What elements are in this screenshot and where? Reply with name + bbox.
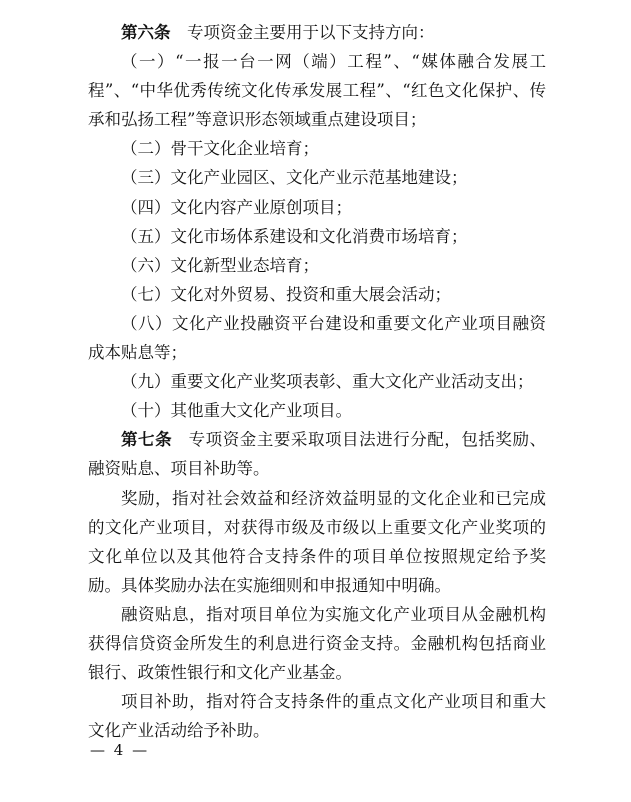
article-6-item-1: （一）“一报一台一网（端）工程”、“媒体融合发展工程”、“中华优秀传统文化传承发展工程”、“红色文化保护、传承和弘扬工程”等意识形态领域重点建设项目；	[88, 52, 546, 130]
article-7-paragraph-interest-subsidy: 融资贴息，指对项目单位为实施文化产业项目从金融机构获得信贷资金所发生的利息进行资金支持。金融机构包括商业银行、政策性银行和文化产业基金。	[88, 604, 546, 683]
article-6-item-2: （二）骨干文化企业培育；	[121, 139, 319, 159]
article-6-item-10: （十）其他重大文化产业项目。	[121, 401, 352, 421]
article-6-item-3: （三）文化产业园区、文化产业示范基地建设；	[121, 168, 468, 188]
article-6-item-8: （八）文化产业投融资平台建设和重要文化产业项目融资成本贴息等；	[88, 313, 546, 363]
article-7-lead: 专项资金主要采取项目法进行分配，包括奖励、融资贴息、项目补助等。	[88, 430, 547, 479]
article-6-title: 第六条	[121, 23, 171, 42]
article-6-item-9: （九）重要文化产业奖项表彰、重大文化产业活动支出；	[121, 372, 534, 392]
article-6-lead: 专项资金主要用于以下支持方向：	[187, 23, 435, 42]
article-7-heading	[88, 425, 546, 483]
article-6-item-4: （四）文化内容产业原创项目；	[121, 197, 352, 217]
article-6-item-5: （五）文化市场体系建设和文化消费市场培育；	[121, 226, 468, 246]
article-7-paragraph-project-subsidy: 项目补助，指对符合支持条件的重点文化产业项目和重大文化产业活动给予补助。	[88, 692, 546, 741]
document-body	[88, 18, 546, 745]
article-6-heading	[88, 18, 546, 47]
page-number: — 4 —	[90, 741, 150, 759]
article-7-title: 第七条	[121, 430, 173, 450]
article-6-item-6: （六）文化新型业态培育；	[121, 255, 319, 275]
article-7-paragraph-reward: 奖励，指对社会效益和经济效益明显的文化企业和已完成的文化产业项目，对获得市级及市级以上重要文化产业奖项的文化单位以及其他符合支持条件的项目单位按照规定给予奖励。具体奖励办法在实施细则和申报通知中明确。	[88, 488, 546, 595]
article-6-item-7: （七）文化对外贸易、投资和重大展会活动；	[121, 284, 451, 304]
